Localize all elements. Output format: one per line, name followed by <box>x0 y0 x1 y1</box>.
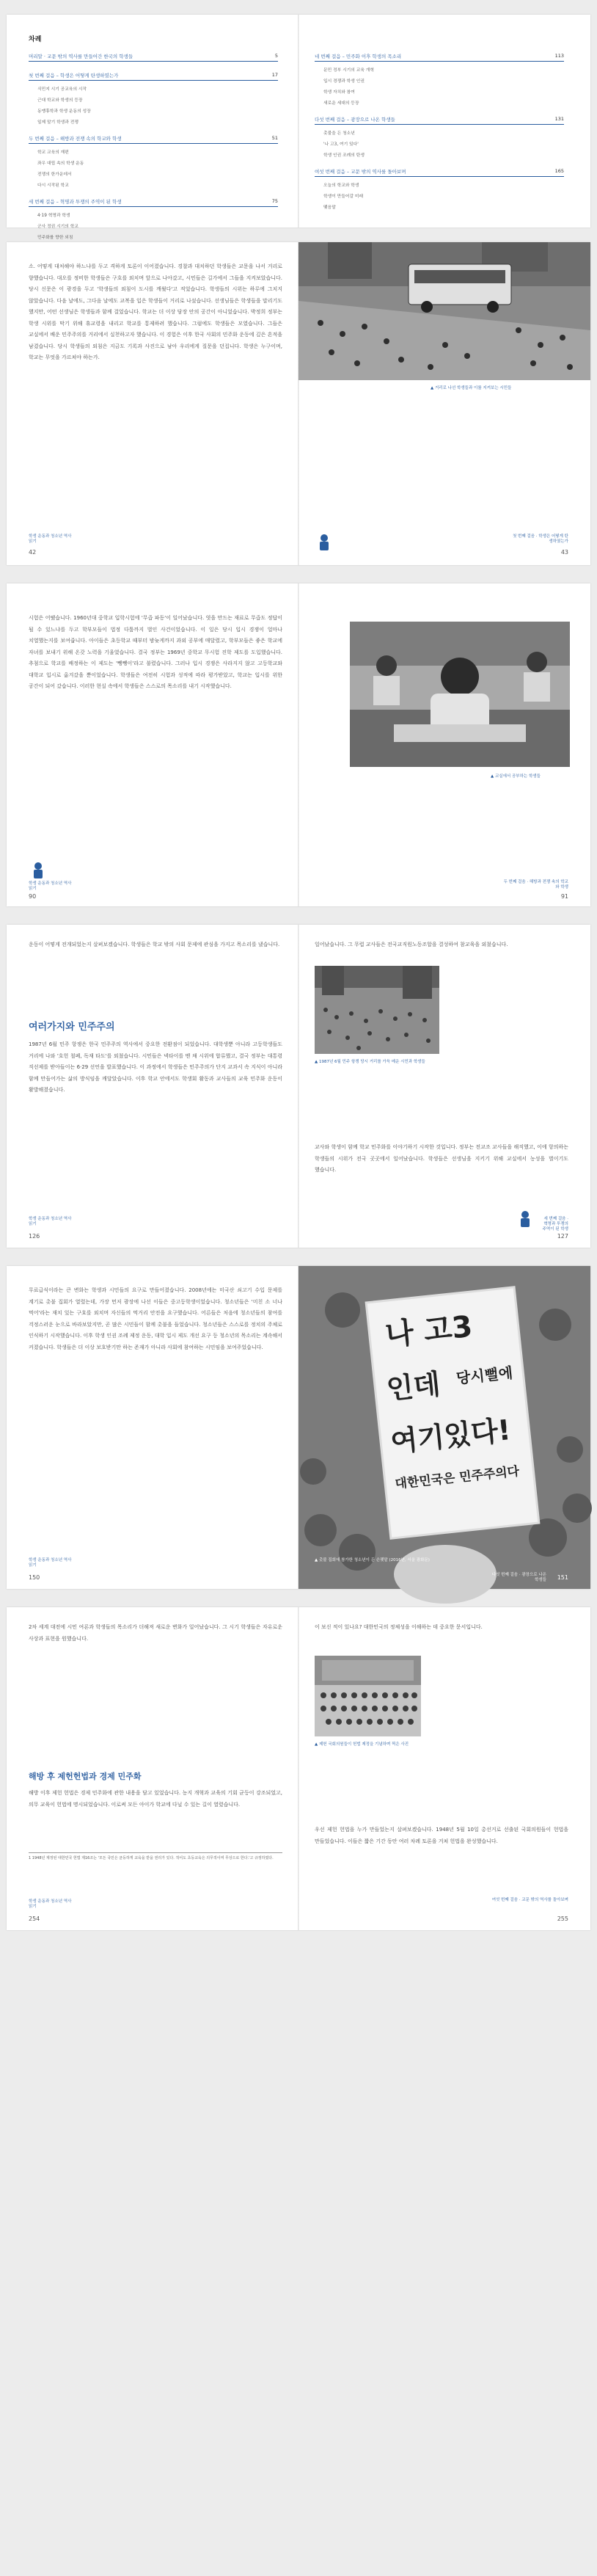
toc-chapter-group <box>29 135 278 188</box>
body-text: 시험은 어땠습니다. 1960년대 중학교 입학시험에 '무즙 파동'이 일어났습니다. 엿을 만드는 재료로 무즙도 정답이 될 수 있느냐를 두고 학부모들이 법정 다툼까지 벌인 사건이었습니다. 이 일은 당시 입시 경쟁이 얼마나 치열했는지를 보여줍니다. 아이들은 초등학교 때부터 밤늦게까지 과외 공부에 매달렸고, 학부모들은 좋은 학교에 자녀를 보내기 위해 온갖 노력을 기울였습니다. 결국 정부는 1969년 중학교 무시험 진학 제도를 도입했습니다. 추첨으로 학교를 배정하는 이 제도는 '뺑뺑이'라고 불렸습니다. 그러나 입시 경쟁은 사라지지 않고 고등학교와 대학교 입시로 옮겨갔을 뿐이었습니다. 학생들은 여전히 시험과 성적에 따라 평가받았고, 학교는 입시를 위한 공간이 되어 갔습니다. 이러한 현실 속에서 학생들은 스스로의 목소리를 내기 시작했습니다. <box>29 615 282 689</box>
page-number: 127 <box>557 1233 568 1240</box>
toc-chapter-entry[interactable] <box>315 116 564 125</box>
toc-left-column <box>29 53 278 261</box>
toc-chapter-label: 여섯 번째 걸음 – 교문 밖의 역사를 돌아보며 <box>315 169 406 175</box>
toc-chapter-label: 다섯 번째 걸음 – 광장으로 나온 학생들 <box>315 117 395 123</box>
toc-subsection[interactable]: 전쟁의 한가운데서 <box>37 172 72 177</box>
page-91 <box>298 583 590 906</box>
toc-subsection[interactable]: 식민지 시기 공교육의 시작 <box>37 87 87 92</box>
footnote: 1 1948년 제정된 대한민국 헌법 제16조는 '모든 국민은 균등하게 교육을 받을 권리가 있다. 적어도 초등교육은 의무적이며 무상으로 한다.'고 규정하였다. <box>29 1852 282 1861</box>
body-intro: 운동이 어떻게 전개되었는지 살펴보겠습니다. 학생들은 학교 밖의 사회 문제에 관심을 가지고 목소리를 냈습니다. <box>29 942 280 947</box>
page-number: 255 <box>557 1915 568 1922</box>
mascot-figure-icon <box>29 861 48 880</box>
running-head: 첫 번째 걸음 · 학생은 어떻게 탄생하였는가 <box>513 534 568 544</box>
toc-subsection[interactable]: 맺음말 <box>323 205 336 210</box>
toc-chapter-group <box>29 53 278 62</box>
toc-chapter-page: 131 <box>554 116 564 122</box>
page-90 <box>7 583 298 906</box>
toc-subsection[interactable]: 근대 학교와 학생의 등장 <box>37 98 83 103</box>
toc-chapter-label: 세 번째 걸음 – 혁명과 투쟁의 주역이 된 학생 <box>29 199 122 205</box>
running-head: 학생 운동과 청소년 역사 읽기 <box>29 1558 72 1568</box>
page-number: 91 <box>560 893 568 900</box>
toc-subsection[interactable]: 동맹휴학과 학생 운동의 성장 <box>37 109 91 114</box>
toc-chapter-entry[interactable] <box>29 53 278 62</box>
toc-subsection[interactable]: 좌우 대립 속의 학생 운동 <box>37 161 84 166</box>
body-text: 우선 제헌 헌법을 누가 만들었는지 살펴보겠습니다. 1948년 5월 10일 총선거로 선출된 국회의원들이 헌법을 만들었습니다. 이들은 짧은 기간 동안 여러 차례 토론을 거쳐 헌법을 완성했습니다. <box>315 1827 568 1844</box>
mascot-figure-icon <box>516 1209 535 1229</box>
running-head: 학생 운동과 청소년 역사 읽기 <box>29 534 72 544</box>
toc-chapter-page: 165 <box>554 168 564 174</box>
photo-caption: ▲ 제헌 국회의원들이 헌법 제정을 기념하며 찍은 사진 <box>315 1742 409 1747</box>
page-42 <box>7 242 298 565</box>
page-254 <box>7 1607 298 1930</box>
page-number: 126 <box>29 1233 40 1240</box>
toc-subsection[interactable]: 다시 시작된 학교 <box>37 183 69 188</box>
toc-spread <box>7 15 590 240</box>
running-head: 다섯 번째 걸음 · 광장으로 나온 학생들 <box>491 1573 546 1582</box>
photo-caption: ▲ 1987년 6월 민주 항쟁 당시 거리를 가득 메운 시민과 학생들 <box>315 1060 425 1064</box>
toc-subsection[interactable]: 촛불을 든 청소년 <box>323 131 355 136</box>
toc-subsection[interactable]: 학생이 만들어갈 미래 <box>323 194 364 199</box>
toc-chapter-label: 두 번째 걸음 – 해방과 전쟁 속의 학교와 학생 <box>29 136 122 142</box>
page-number: 90 <box>29 893 37 900</box>
page-number: 150 <box>29 1574 40 1581</box>
toc-chapter-group <box>315 168 564 210</box>
protest-placard <box>367 1288 538 1537</box>
body-text: 소. 어떻게 대처해야 하느냐를 두고 격하게 토론이 이어졌습니다. 경찰과 대치하던 학생들은 교문을 나서 거리로 향했습니다. 대오를 정비한 학생들은 구호를 외치며 앞으로 나아갔고, 시민들은 길가에서 그들을 지켜보았습니다. 당시 신문은 이 광경을 두고 '학생들의 외침이 도시를 깨웠다'고 적었습니다. 학생들의 시위는 하루에 그치지 않았습니다. 다음 날에도, 그다음 날에도 교복을 입은 학생들이 거리로 나섰습니다. 선생님들은 학생들을 말리기도 했지만, 어떤 선생님은 학생들과 함께 걸었습니다. 학교는 더 이상 담장 안의 공간이 아니었습니다. 박정희 정부는 학생 시위를 막기 위해 휴교령을 내리고 학교를 통제하려 했습니다. 그럼에도 학생들은 모였습니다. 그들은 교실에서 배운 민주주의를 거리에서 실천하고자 했습니다. 이 경험은 이후 한국 사회의 민주화 운동에 깊은 흔적을 남겼습니다. 당시 학생들의 외침은 지금도 기록과 사진으로 남아 우리에게 질문을 던집니다. 학생은 누구이며, 학교는 무엇을 가르쳐야 하는가. <box>29 263 282 360</box>
section-title: 해방 후 제헌헌법과 경제 민주화 <box>29 1772 142 1781</box>
toc-page-right <box>298 15 590 228</box>
toc-chapter-group <box>315 53 564 106</box>
page-151 <box>298 1266 590 1589</box>
page-255 <box>298 1607 590 1930</box>
assembly-group-photo <box>315 1656 421 1736</box>
toc-chapter-group <box>29 72 278 125</box>
toc-subsection[interactable]: 입시 경쟁과 학생 인권 <box>323 79 365 84</box>
toc-subsection[interactable]: 4·19 혁명과 학생 <box>37 214 70 218</box>
toc-subsection[interactable]: 민주화를 향한 외침 <box>37 236 73 240</box>
spread-4 <box>7 1266 590 1589</box>
classroom-study-photo <box>350 622 570 767</box>
toc-subsection[interactable]: 학생 인권 조례의 탄생 <box>323 153 365 158</box>
page-150 <box>7 1266 298 1589</box>
toc-right-column <box>315 53 564 220</box>
spread-5 <box>7 1607 590 1930</box>
body-intro: 이 보신 적이 있나요? 대한민국의 정체성을 이해하는 데 중요한 문서입니다. <box>315 1624 483 1630</box>
toc-subsection[interactable]: '나 고3, 여기 있다' <box>323 142 359 147</box>
body-text: 무료급식이라는 큰 변화는 학생과 시민들의 요구로 만들어졌습니다. 2008년에는 미국산 쇠고기 수입 문제를 계기로 촛불 집회가 열렸는데, 가장 먼저 광장에 나선 이들은 중고등학생이었습니다. 청소년들은 '미친 소 너나 먹어'라는 재치 있는 구호를 외치며 자신들의 먹거리 안전을 요구했습니다. 어른들은 처음에 청소년들의 참여를 걱정스러운 눈으로 바라보았지만, 곧 많은 시민들이 함께 촛불을 들었습니다. 청소년들은 스스로를 정치의 주체로 인식하기 시작했습니다. 이후 학생 인권 조례 제정 운동, 대학 입시 제도 개선 요구 등 청소년의 목소리는 계속해서 커졌습니다. 학생들은 더 이상 보호받기만 하는 존재가 아니라 사회에 참여하는 시민임을 보여주었습니다. <box>29 1287 282 1350</box>
page-number: 43 <box>560 549 568 556</box>
page-number: 42 <box>29 549 37 556</box>
page-number: 254 <box>29 1915 40 1922</box>
body-intro: 일어났습니다. 그 무렵 교사들은 전국교직원노동조합을 결성하여 참교육을 외쳤습니다. <box>315 942 508 947</box>
spread-1 <box>7 242 590 565</box>
running-head: 학생 운동과 청소년 역사 읽기 <box>29 881 72 891</box>
toc-chapter-label: 머리말 · 교문 밖의 역사를 만들어간 한국의 학생들 <box>29 54 133 59</box>
page-127 <box>298 925 590 1248</box>
toc-chapter-page: 17 <box>271 72 278 78</box>
page-126 <box>7 925 298 1248</box>
toc-chapter-entry[interactable] <box>29 198 278 207</box>
running-head: 세 번째 걸음 · 혁명과 투쟁의 주역이 된 학생 <box>542 1217 568 1231</box>
photo-caption: ▲ 교실에서 공부하는 학생들 <box>491 774 541 779</box>
running-head: 여섯 번째 걸음 · 교문 밖의 역사를 돌아보며 <box>491 1898 568 1902</box>
toc-chapter-label: 네 번째 걸음 – 민주화 이후 학생의 목소리 <box>315 54 402 59</box>
placard-line-2: 인데 <box>384 1367 442 1406</box>
toc-subsection[interactable]: 새로운 세대의 등장 <box>323 101 359 106</box>
running-head: 학생 운동과 청소년 역사 읽기 <box>29 1217 72 1226</box>
page-43 <box>298 242 590 565</box>
toc-subsection[interactable]: 일제 말기 학생과 전쟁 <box>37 120 78 125</box>
body-text: 교사와 학생이 함께 학교 민주화를 이야기하기 시작한 것입니다. 정부는 전교조 교사들을 해직했고, 이에 항의하는 학생들의 시위가 전국 곳곳에서 일어났습니다. 학생들은 선생님을 지키기 위해 교실에서 농성을 벌이기도 했습니다. <box>315 1144 568 1173</box>
placard-line-5: 대한민국은 민주주의다 <box>394 1463 521 1492</box>
body-text: 해방 이후 제헌 헌법은 경제 민주화에 관한 내용을 담고 있었습니다. 농지 개혁과 교육의 기회 균등이 강조되었고, 의무 교육이 헌법에 명시되었습니다. 이로써 모든 아이가 학교에 다닐 수 있는 길이 열렸습니다. <box>29 1790 282 1808</box>
toc-chapter-group <box>315 116 564 158</box>
placard-line-3: 당시뻘에 <box>455 1364 514 1388</box>
photo-caption: ▲ 거리로 나선 학생들과 이를 지켜보는 시민들 <box>431 386 512 390</box>
spread-3 <box>7 925 590 1248</box>
street-protest-photo <box>298 242 590 380</box>
toc-subsection[interactable]: 학교 교육의 재편 <box>37 150 69 155</box>
toc-chapter-entry[interactable] <box>29 135 278 144</box>
page-number: 151 <box>557 1574 568 1581</box>
body-intro: 2차 세계 대전에 시민 여론과 학생들의 목소리가 더해져 새로운 변화가 일어났습니다. 그 시기 학생들은 자유로운 사상과 표현을 원했습니다. <box>29 1624 282 1642</box>
june-protest-crowd-photo <box>315 966 439 1054</box>
running-head: 학생 운동과 청소년 역사 읽기 <box>29 1899 72 1909</box>
toc-chapter-label: 첫 번째 걸음 – 학생은 어떻게 탄생하였는가 <box>29 73 119 79</box>
toc-chapter-page: 5 <box>274 53 278 59</box>
running-head: 두 번째 걸음 · 해방과 전쟁 속의 학교와 학생 <box>503 880 568 889</box>
placard-line-4: 여기있다! <box>389 1413 513 1458</box>
toc-chapter-entry[interactable] <box>29 72 278 81</box>
toc-subsection[interactable]: 학생 자치와 참여 <box>323 90 355 95</box>
toc-page-left <box>7 15 298 240</box>
toc-subsection[interactable]: 군사 정권 시기의 학교 <box>37 225 78 229</box>
toc-subsection[interactable]: 오늘의 학교와 학생 <box>323 183 359 188</box>
toc-chapter-page: 113 <box>554 53 564 59</box>
toc-chapter-page: 75 <box>271 198 278 204</box>
placard-line-1: 나 고3 <box>384 1309 475 1353</box>
section-title: 여러가지와 민주주의 <box>29 1022 115 1033</box>
toc-chapter-page: 51 <box>271 135 278 141</box>
toc-chapter-entry[interactable] <box>315 53 564 62</box>
toc-title: 차례 <box>29 36 42 43</box>
toc-subsection[interactable]: 문민 정부 시기의 교육 개혁 <box>323 68 374 73</box>
spread-2 <box>7 583 590 906</box>
photo-caption: ▲ 촛불 집회에 참가한 청소년이 든 손팻말 (2016년, 서울 광화문) <box>315 1558 430 1562</box>
mascot-figure-icon <box>315 533 334 552</box>
body-text: 1987년 6월 민주 항쟁은 한국 민주주의 역사에서 중요한 전환점이 되었습니다. 대학생뿐 아니라 고등학생들도 거리에 나와 '호헌 철폐, 독재 타도'를 외쳤습니다. 시민들은 넥타이를 맨 채 시위에 합류했고, 결국 정부는 대통령 직선제를 받아들이는 6·29 선언을 발표했습니다. 이 과정에서 학생들은 민주주의가 단지 교과서 속 지식이 아니라 함께 만들어가는 삶의 방식임을 깨달았습니다. 이후 학교 안에서도 학생회 활동과 교사들의 교육 민주화 운동이 활발해졌습니다. <box>29 1041 282 1093</box>
toc-chapter-entry[interactable] <box>315 168 564 177</box>
